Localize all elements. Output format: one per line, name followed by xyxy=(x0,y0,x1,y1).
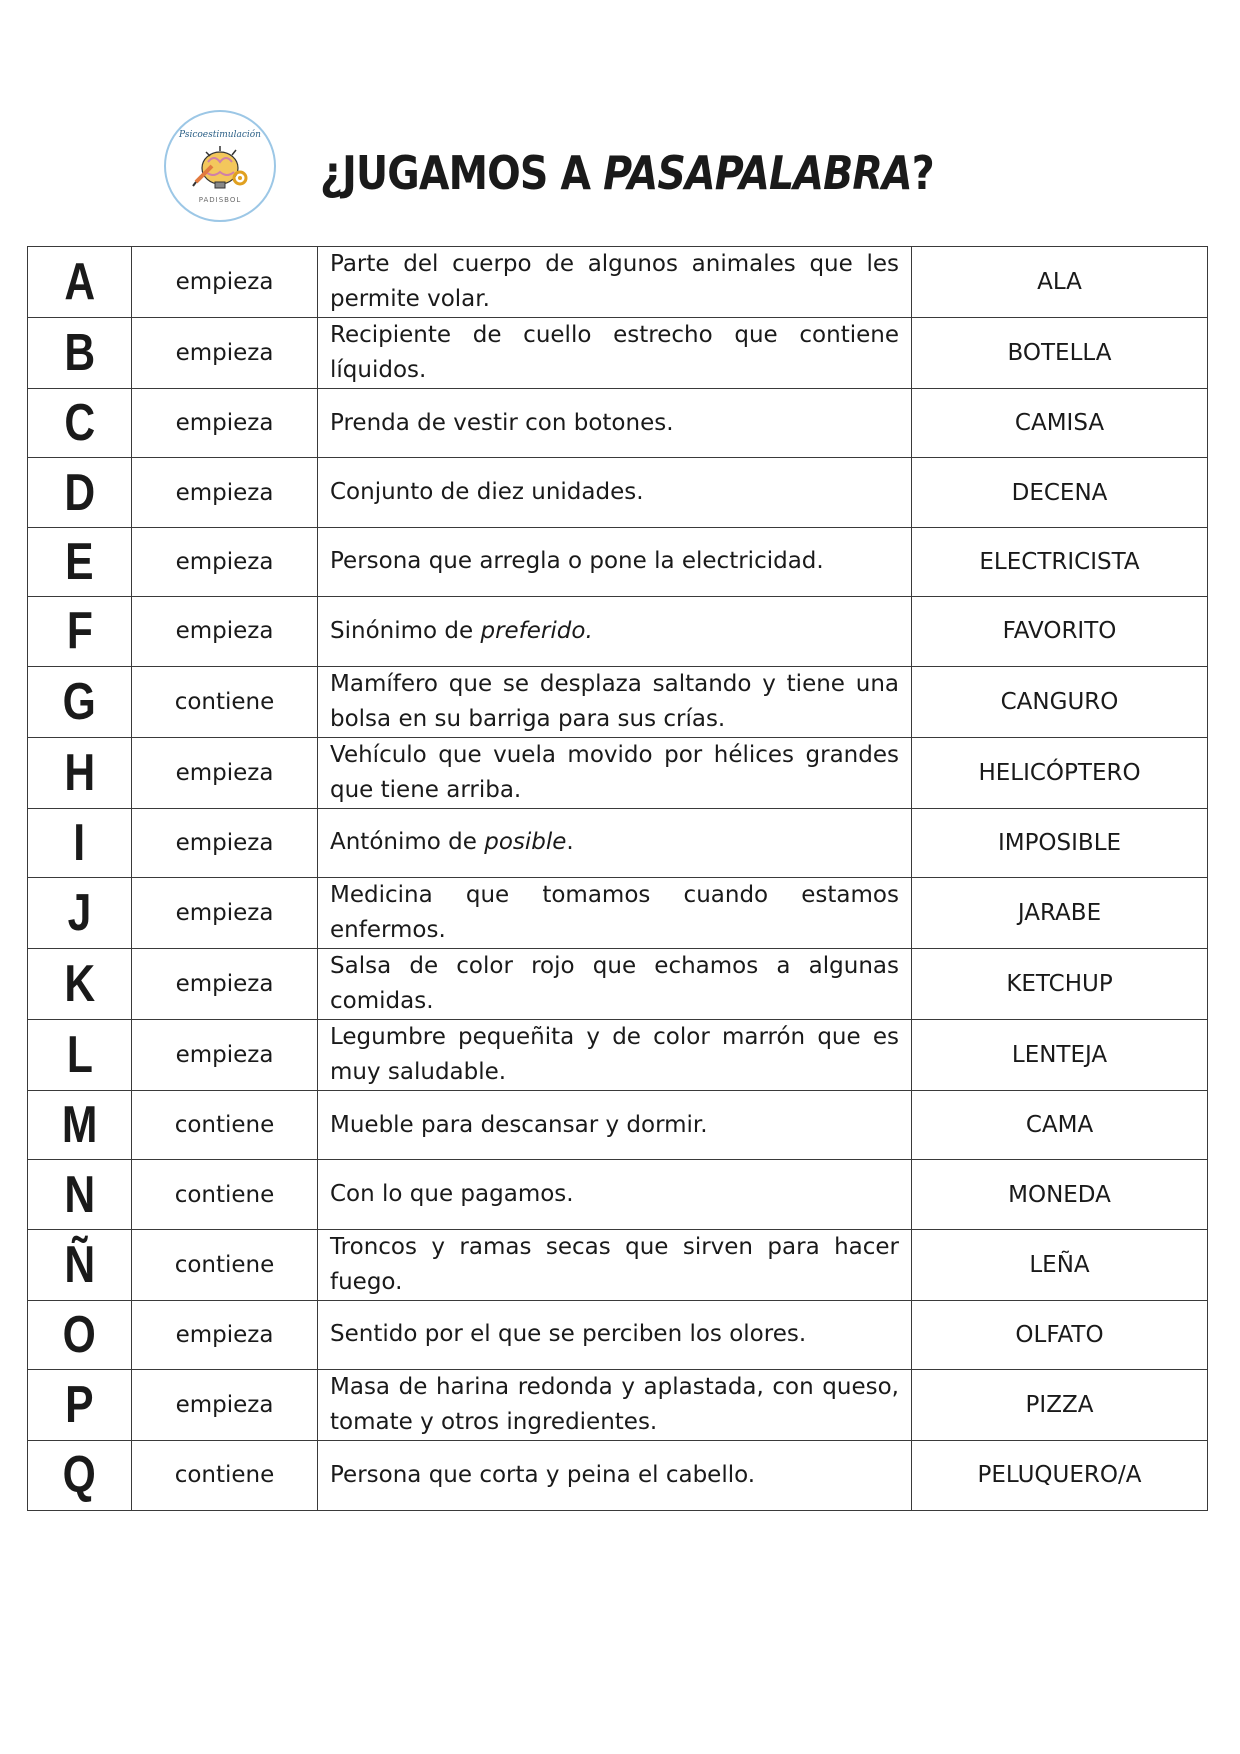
letter-text: K xyxy=(64,954,95,1013)
row-letter xyxy=(28,877,132,948)
letter-text: I xyxy=(73,813,86,872)
row-answer: IMPOSIBLE xyxy=(912,808,1208,877)
row-clue: Masa de harina redonda y aplastada, con queso, tomate y otros ingredientes. xyxy=(318,1370,912,1441)
row-clue: Vehículo que vuela movido por hélices grandes que tiene arriba. xyxy=(318,737,912,808)
row-relation: contiene xyxy=(132,1441,318,1510)
row-letter xyxy=(28,247,132,318)
table-row xyxy=(28,389,1208,458)
row-letter xyxy=(28,458,132,527)
row-letter xyxy=(28,808,132,877)
clue-italic-text: posible xyxy=(484,829,567,856)
row-answer: JARABE xyxy=(912,877,1208,948)
letter-text: A xyxy=(64,253,95,311)
row-relation: empieza xyxy=(132,737,318,808)
letter-text: N xyxy=(64,1165,95,1224)
title-suffix: ? xyxy=(911,146,934,200)
row-letter xyxy=(28,1370,132,1441)
letter-text: M xyxy=(61,1096,98,1155)
letter-text: C xyxy=(64,394,95,453)
row-clue xyxy=(318,597,912,666)
table-row xyxy=(28,318,1208,389)
table-row xyxy=(28,948,1208,1019)
letter-text: F xyxy=(66,602,93,661)
row-relation: empieza xyxy=(132,1370,318,1441)
row-letter xyxy=(28,737,132,808)
row-answer: PIZZA xyxy=(912,1370,1208,1441)
row-letter xyxy=(28,666,132,737)
row-relation: empieza xyxy=(132,1019,318,1090)
page-title xyxy=(320,146,934,200)
row-relation: empieza xyxy=(132,1300,318,1369)
row-answer: FAVORITO xyxy=(912,597,1208,666)
row-answer: ELECTRICISTA xyxy=(912,527,1208,596)
row-clue: Parte del cuerpo de algunos animales que les permite volar. xyxy=(318,247,912,318)
row-clue: Persona que corta y peina el cabello. xyxy=(318,1441,912,1510)
row-letter xyxy=(28,527,132,596)
row-relation: empieza xyxy=(132,597,318,666)
row-clue: Sentido por el que se perciben los olores. xyxy=(318,1300,912,1369)
letter-text: Q xyxy=(62,1446,97,1505)
table-row xyxy=(28,1229,1208,1300)
letter-text: Ñ xyxy=(64,1235,95,1294)
clue-text-end: . xyxy=(566,829,574,856)
row-letter xyxy=(28,1019,132,1090)
row-relation: empieza xyxy=(132,458,318,527)
row-relation: empieza xyxy=(132,808,318,877)
row-answer: DECENA xyxy=(912,458,1208,527)
row-relation: contiene xyxy=(132,1160,318,1229)
row-relation: empieza xyxy=(132,389,318,458)
row-letter xyxy=(28,1300,132,1369)
row-relation: empieza xyxy=(132,877,318,948)
row-answer: CAMISA xyxy=(912,389,1208,458)
row-letter xyxy=(28,948,132,1019)
row-relation: empieza xyxy=(132,527,318,596)
row-clue: Prenda de vestir con botones. xyxy=(318,389,912,458)
row-clue: Medicina que tomamos cuando estamos enfermos. xyxy=(318,877,912,948)
pasapalabra-table xyxy=(27,246,1208,1511)
logo-text-bottom: PADISBOL xyxy=(198,196,242,204)
table-row xyxy=(28,1441,1208,1510)
row-clue: Mueble para descansar y dormir. xyxy=(318,1090,912,1159)
row-relation: contiene xyxy=(132,1090,318,1159)
table-row xyxy=(28,458,1208,527)
page-header xyxy=(160,108,1060,228)
letter-text: B xyxy=(64,324,95,382)
row-clue: Conjunto de diez unidades. xyxy=(318,458,912,527)
row-answer: LEÑA xyxy=(912,1229,1208,1300)
letter-text: D xyxy=(64,463,95,522)
title-emphasis: PASAPALABRA xyxy=(603,146,912,200)
table-row xyxy=(28,1370,1208,1441)
table-row xyxy=(28,808,1208,877)
letter-text: H xyxy=(64,743,95,802)
row-relation: empieza xyxy=(132,318,318,389)
clue-italic-text: preferido. xyxy=(480,617,593,644)
table-row xyxy=(28,1300,1208,1369)
table-row xyxy=(28,1090,1208,1159)
row-answer: MONEDA xyxy=(912,1160,1208,1229)
clue-text: Antónimo de xyxy=(330,829,485,856)
row-clue: Recipiente de cuello estrecho que contiene líquidos. xyxy=(318,318,912,389)
letter-text: G xyxy=(62,672,97,731)
row-answer: KETCHUP xyxy=(912,948,1208,1019)
row-answer: OLFATO xyxy=(912,1300,1208,1369)
letter-text: L xyxy=(66,1025,93,1084)
row-answer: ALA xyxy=(912,247,1208,318)
row-letter xyxy=(28,1229,132,1300)
table-row xyxy=(28,1160,1208,1229)
row-letter xyxy=(28,1441,132,1510)
row-relation: empieza xyxy=(132,948,318,1019)
letter-text: E xyxy=(65,532,94,591)
letter-text: P xyxy=(65,1376,94,1435)
row-answer: BOTELLA xyxy=(912,318,1208,389)
row-answer: CANGURO xyxy=(912,666,1208,737)
row-clue: Salsa de color rojo que echamos a algunas comidas. xyxy=(318,948,912,1019)
table-row xyxy=(28,737,1208,808)
title-prefix: ¿JUGAMOS A xyxy=(320,146,604,200)
table-row xyxy=(28,527,1208,596)
row-letter xyxy=(28,318,132,389)
row-letter xyxy=(28,1090,132,1159)
row-clue: Con lo que pagamos. xyxy=(318,1160,912,1229)
row-clue: Mamífero que se desplaza saltando y tiene una bolsa en su barriga para sus crías. xyxy=(318,666,912,737)
table-row xyxy=(28,247,1208,318)
row-answer: HELICÓPTERO xyxy=(912,737,1208,808)
clue-text: Sinónimo de xyxy=(330,617,481,644)
row-relation: empieza xyxy=(132,247,318,318)
row-answer: LENTEJA xyxy=(912,1019,1208,1090)
row-relation: contiene xyxy=(132,1229,318,1300)
letter-text: O xyxy=(62,1305,97,1364)
row-letter xyxy=(28,389,132,458)
letter-text: J xyxy=(67,883,92,942)
table-row xyxy=(28,597,1208,666)
row-clue: Legumbre pequeñita y de color marrón que es muy saludable. xyxy=(318,1019,912,1090)
table-row xyxy=(28,1019,1208,1090)
table-row xyxy=(28,666,1208,737)
row-clue xyxy=(318,808,912,877)
row-clue: Troncos y ramas secas que sirven para hacer fuego. xyxy=(318,1229,912,1300)
row-relation: contiene xyxy=(132,666,318,737)
row-clue: Persona que arregla o pone la electricidad. xyxy=(318,527,912,596)
table-row xyxy=(28,877,1208,948)
row-answer: PELUQUERO/A xyxy=(912,1441,1208,1510)
row-answer: CAMA xyxy=(912,1090,1208,1159)
logo xyxy=(164,110,276,222)
row-letter xyxy=(28,597,132,666)
row-letter xyxy=(28,1160,132,1229)
logo-text-top: Psicoestimulación xyxy=(179,130,261,140)
